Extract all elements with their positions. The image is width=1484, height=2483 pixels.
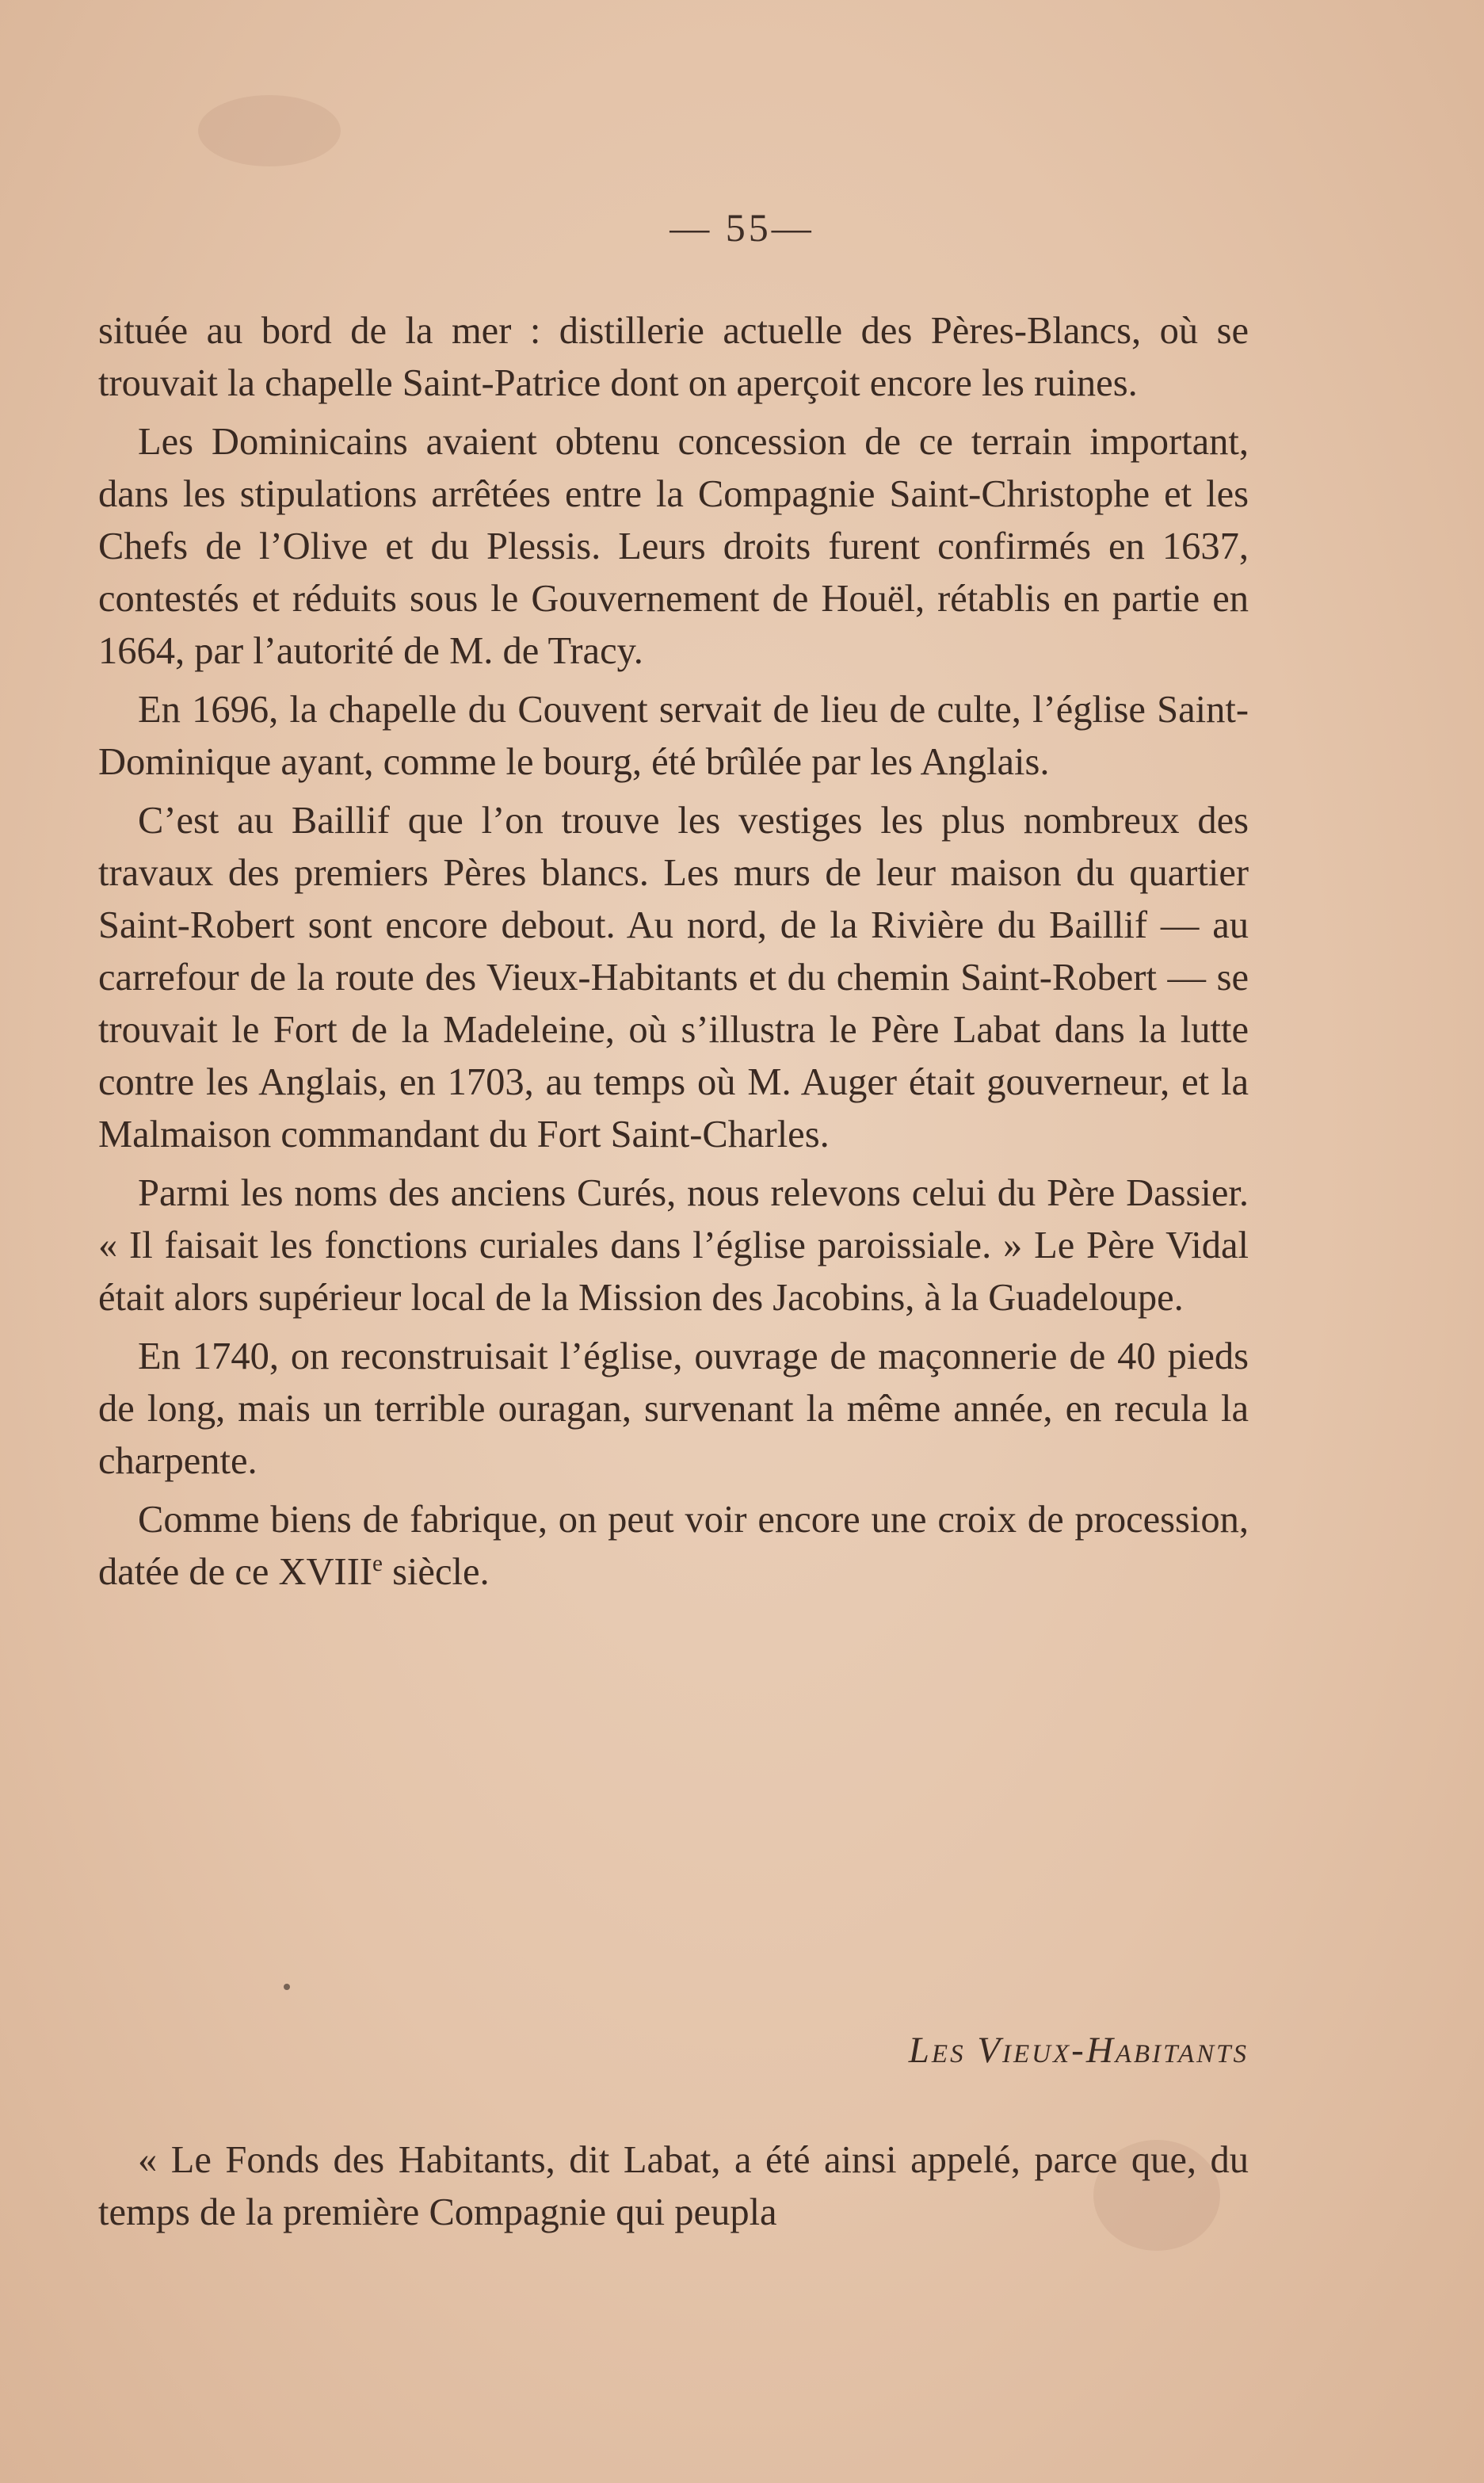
paragraph: C’est au Baillif que l’on trouve les vestiges les plus nombreux des travaux des premiers Pères blancs. Les murs de leur maison du quartier Saint-Robert sont encore debout. Au nord, de la Rivière du Baillif — au carrefour de la route des Vieux-Habitants et du chemin Saint-Robert — se trouvait le Fort de la Madeleine, où s’illustra le Père Labat dans la lutte contre les Anglais, en 1703, au temps où M. Auger était gouverneur, et la Malmaison commandant du Fort Saint-Charles. xyxy=(98,800,1249,1156)
paragraph: « Le Fonds des Habitants, dit Labat, a été ainsi appelé, parce que, du temps de la première Compagnie qui peupla xyxy=(98,2139,1249,2233)
superscript: e xyxy=(372,1550,383,1576)
paragraph-text: siècle. xyxy=(382,1551,490,1593)
paragraph: En 1740, on reconstruisait l’église, ouvrage de maçonnerie de 40 pieds de long, mais un terrible ouragan, survenant la même année, en recula la charpente. xyxy=(98,1335,1249,1482)
paragraph: En 1696, la chapelle du Couvent servait de lieu de culte, l’église Saint-Dominique ayant, comme le bourg, été brûlée par les Anglais. xyxy=(98,689,1249,783)
paragraph: Les Dominicains avaient obtenu concession de ce terrain important, dans les stipulations arrêtées entre la Compagnie Saint-Christophe et les Chefs de l’Olive et du Plessis. Leurs droits furent confirmés en 1637, contestés et réduits sous le Gouvernement de Houël, rétablis en partie en 1664, par l’autorité de M. de Tracy. xyxy=(98,421,1249,672)
paragraph: Parmi les noms des anciens Curés, nous relevons celui du Père Dassier. « Il faisait les fonctions curiales dans l’église paroissiale. » Le Père Vidal était alors supérieur local de la Mission des Jacobins, à la Guadeloupe. xyxy=(98,1172,1249,1319)
page-number: — 55— xyxy=(670,205,814,250)
paragraph-text: Comme biens de fabrique, on peut voir encore une croix de procession, datée de ce XVIII xyxy=(98,1499,1249,1593)
paragraph xyxy=(98,1494,1249,1599)
body-text xyxy=(98,305,1249,1605)
paper-stain xyxy=(198,95,341,166)
paragraph: située au bord de la mer : distillerie actuelle des Pères-Blancs, où se trouvait la chapelle Saint-Patrice dont on aperçoit encore les ruines. xyxy=(98,310,1249,404)
ink-speck xyxy=(284,1984,290,1990)
body-text-continued xyxy=(98,2134,1249,2245)
section-heading: Les Vieux-Habitants xyxy=(908,2030,1249,2071)
